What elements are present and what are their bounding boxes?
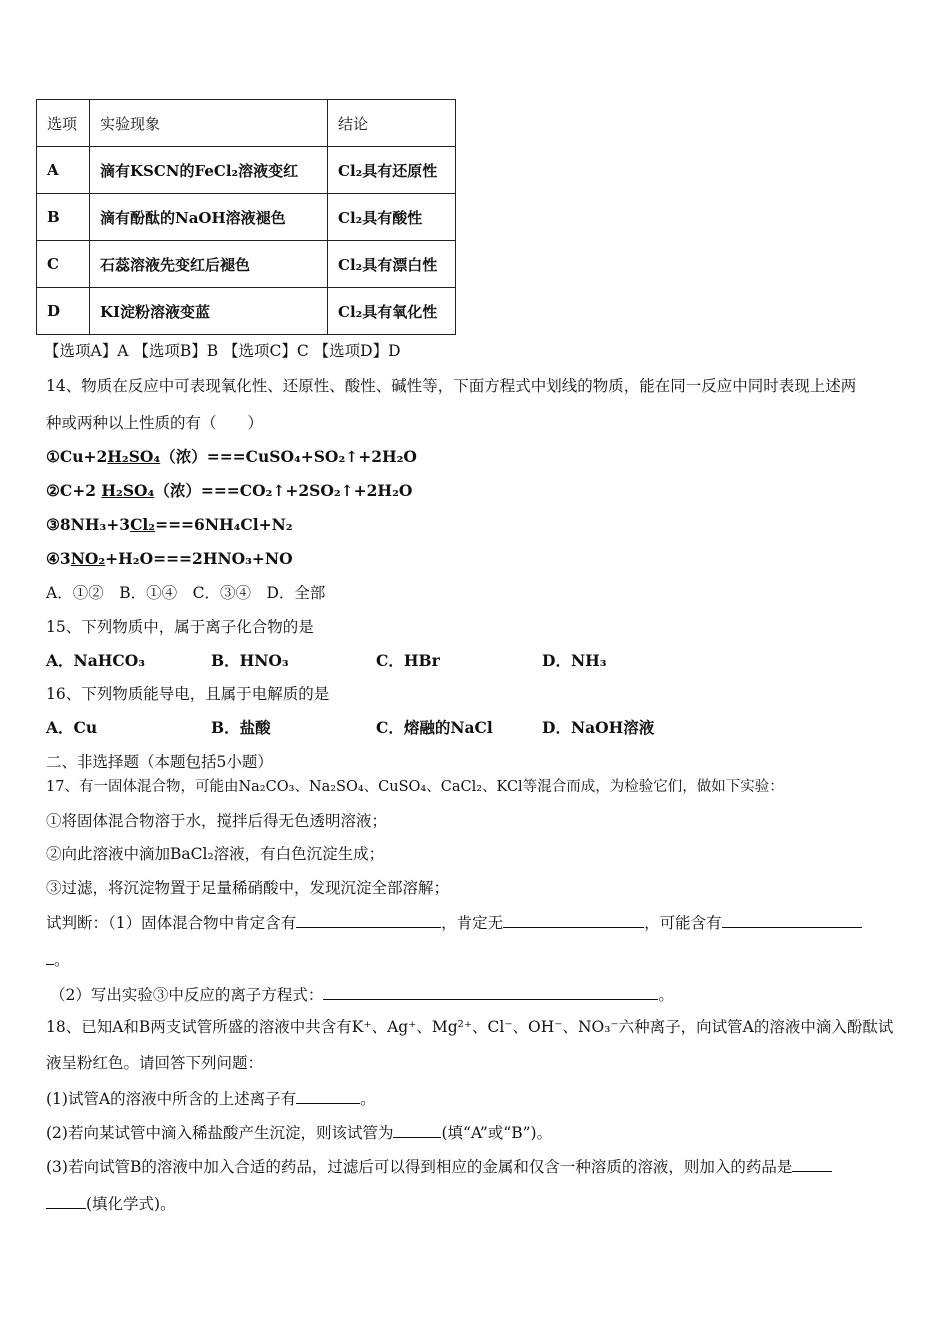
table-cell-phenomenon: 滴有KSCN的FeCl₂溶液变红 — [90, 147, 328, 194]
q17-part2-text: （2）写出实验③中反应的离子方程式： — [50, 986, 324, 1004]
eq-text: +H₂O===2HNO₃+NO — [105, 549, 293, 568]
table-row — [37, 241, 456, 288]
q17-step-2: ②向此溶液中滴加BaCl₂溶液，有白色沉淀生成； — [46, 845, 385, 863]
q18-part2-text: (2)若向某试管中滴入稀盐酸产生沉淀，则该试管为 — [46, 1124, 394, 1142]
q18-part2-text: (填“A”或“B”)。 — [441, 1124, 553, 1142]
options-table — [36, 99, 456, 335]
q18-part3-text: (填化学式)。 — [86, 1195, 176, 1213]
q17-judge-text: ，肯定无 — [441, 914, 504, 932]
table-cell-phenomenon: 石蕊溶液先变红后褪色 — [90, 241, 328, 288]
eq-underlined-substance: H₂SO₄ — [101, 481, 155, 500]
q18-part1 — [46, 1087, 376, 1109]
q14-equation-3 — [46, 515, 293, 535]
answer-blank[interactable] — [722, 911, 862, 928]
answer-blank[interactable] — [46, 1192, 86, 1209]
q17-judgement-cont — [46, 948, 70, 970]
eq-underlined-substance: H₂SO₄ — [107, 447, 161, 466]
table-cell-conclusion: Cl₂具有漂白性 — [328, 241, 456, 288]
table-cell-conclusion: Cl₂具有酸性 — [328, 194, 456, 241]
q16-stem: 16、下列物质能导电，且属于电解质的是 — [46, 685, 330, 703]
answer-blank[interactable] — [393, 1121, 441, 1138]
q17-judge-text: ，可能含有 — [644, 914, 722, 932]
table-row — [37, 288, 456, 335]
q17-judge-text: 。 — [54, 951, 70, 969]
q17-step-1: ①将固体混合物溶于水，搅拌后得无色透明溶液； — [46, 812, 388, 830]
eq-text: ===6NH₄Cl+N₂ — [155, 515, 293, 534]
answer-blank[interactable] — [296, 1087, 360, 1104]
q18-part2 — [46, 1121, 552, 1143]
q15-option: D．NH₃ — [542, 651, 607, 670]
q15-option: B．HNO₃ — [211, 651, 289, 670]
q16-option: A．Cu — [46, 718, 98, 737]
table-cell-option: D — [37, 288, 90, 335]
table-cell-option: A — [37, 147, 90, 194]
answer-blank[interactable] — [46, 948, 54, 965]
answer-blank[interactable] — [792, 1155, 832, 1172]
eq-text: ②C+2 — [46, 481, 102, 500]
q16-option: D．NaOH溶液 — [542, 718, 655, 737]
q17-stem: 17、有一固体混合物，可能由Na₂CO₃、Na₂SO₄、CuSO₄、CaCl₂、KCl等混合而成，为检验它们，做如下实验： — [46, 779, 784, 795]
q18-part3 — [46, 1155, 832, 1177]
q16-option: C．熔融的NaCl — [376, 718, 493, 737]
answer-blank[interactable] — [503, 911, 644, 928]
eq-underlined-substance: NO₂ — [70, 549, 106, 568]
table-cell-option: B — [37, 194, 90, 241]
q14-options: A．①② B．①④ C．③④ D．全部 — [46, 584, 326, 602]
table-cell-option: C — [37, 241, 90, 288]
section-heading: 二、非选择题（本题包括5小题） — [46, 753, 273, 771]
q18-part1-text: 。 — [360, 1090, 376, 1108]
q14-stem-line1: 14、物质在反应中可表现氧化性、还原性、酸性、碱性等，下面方程式中划线的物质，能在同一反应中同时表现上述两 — [46, 377, 857, 395]
table-cell-phenomenon: 滴有酚酞的NaOH溶液褪色 — [90, 194, 328, 241]
q17-part2 — [50, 983, 674, 1005]
q13-choices: 【选项A】A 【选项B】B 【选项C】C 【选项D】D — [44, 342, 401, 360]
q17-judgement — [46, 911, 862, 933]
table-row — [37, 147, 456, 194]
q14-equation-4 — [46, 549, 293, 569]
q15-option: C．HBr — [376, 651, 440, 670]
answer-blank[interactable] — [296, 911, 441, 928]
table-cell-conclusion: Cl₂具有还原性 — [328, 147, 456, 194]
eq-text: ①Cu+2 — [46, 447, 108, 466]
table-header-cell: 实验现象 — [90, 100, 328, 147]
q15-option: A．NaHCO₃ — [46, 651, 146, 670]
q17-judge-text: 试判断：（1）固体混合物中肯定含有 — [46, 914, 297, 932]
q18-stem-line2: 液呈粉红色。请回答下列问题： — [46, 1054, 264, 1072]
table-cell-phenomenon: KI淀粉溶液变蓝 — [90, 288, 328, 335]
q18-stem-line1: 18、已知A和B两支试管所盛的溶液中共含有K⁺、Ag⁺、Mg²⁺、Cl⁻、OH⁻、NO₃⁻六种离子，向试管A的溶液中滴入酚酞试 — [46, 1018, 894, 1036]
q14-stem-line2: 种或两种以上性质的有（ ） — [46, 414, 264, 432]
table-header-row — [37, 100, 456, 147]
eq-text: ④3 — [46, 549, 71, 568]
q14-equation-1 — [46, 447, 417, 467]
q18-part3-text: (3)若向试管B的溶液中加入合适的药品，过滤后可以得到相应的金属和仅含一种溶质的溶液，则加入的药品是 — [46, 1158, 793, 1176]
answer-blank[interactable] — [323, 983, 658, 1000]
q18-part3-cont — [46, 1192, 176, 1214]
eq-text: ③8NH₃+3 — [46, 515, 131, 534]
q16-option: B．盐酸 — [211, 718, 271, 737]
q15-stem: 15、下列物质中，属于离子化合物的是 — [46, 618, 314, 636]
table-header-cell: 选项 — [37, 100, 90, 147]
q17-part2-text: 。 — [658, 986, 674, 1004]
q17-step-3: ③过滤，将沉淀物置于足量稀硝酸中，发现沉淀全部溶解； — [46, 879, 450, 897]
table-row — [37, 194, 456, 241]
q14-equation-2 — [46, 481, 412, 501]
eq-text: （浓）===CuSO₄+SO₂↑+2H₂O — [160, 447, 417, 466]
eq-underlined-substance: Cl₂ — [130, 515, 156, 534]
table-cell-conclusion: Cl₂具有氧化性 — [328, 288, 456, 335]
eq-text: （浓）===CO₂↑+2SO₂↑+2H₂O — [154, 481, 413, 500]
q18-part1-text: (1)试管A的溶液中所含的上述离子有 — [46, 1090, 297, 1108]
table-header-cell: 结论 — [328, 100, 456, 147]
